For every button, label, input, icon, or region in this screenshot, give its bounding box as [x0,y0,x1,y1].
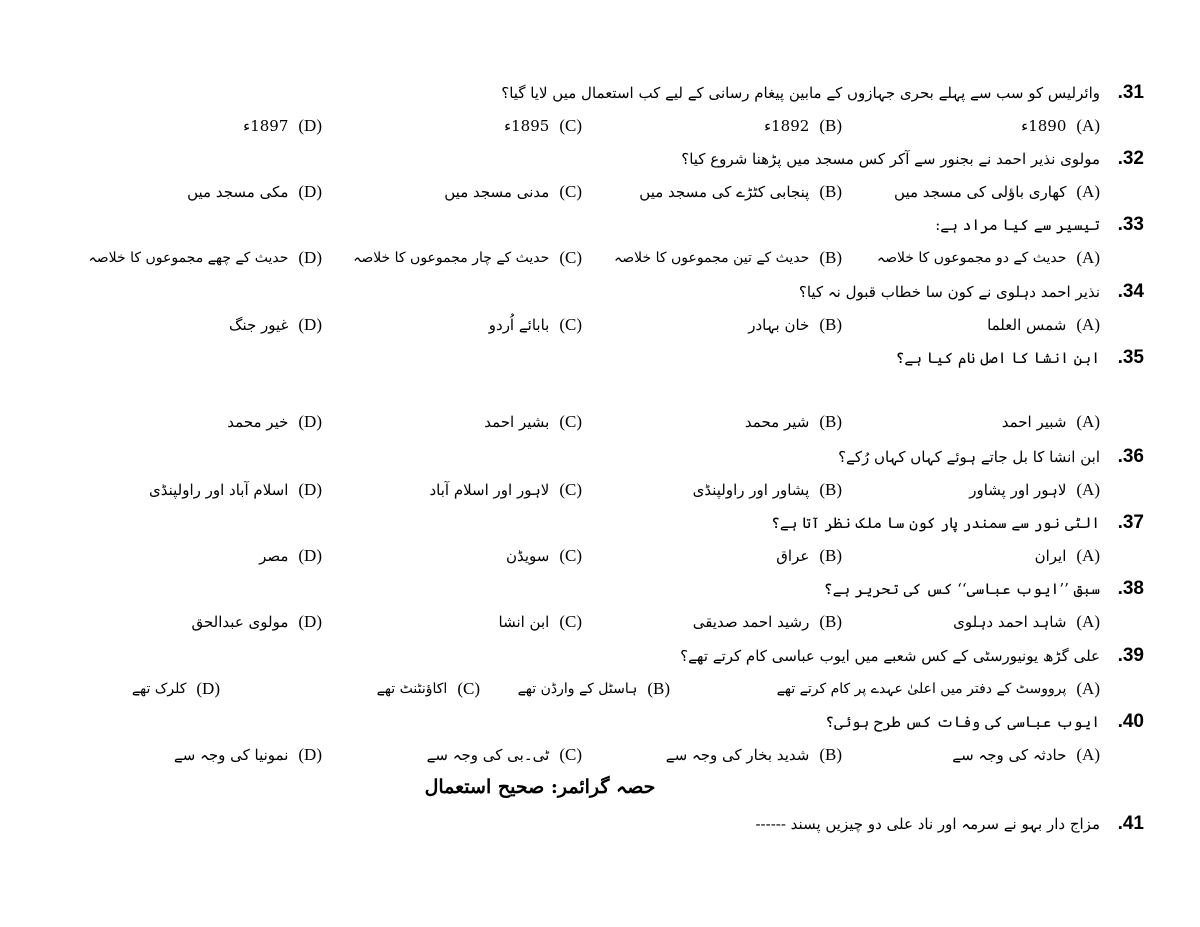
option-a [877,244,1100,272]
option-letter: (C) [559,745,582,764]
option-text: شمس العلما [987,316,1067,334]
option-text: شدید بخار کی وجہ سے [665,746,810,764]
option-d [174,741,322,769]
question-text: ایوب عباسی کی وفات کس طرح ہوئی؟ [825,713,1100,731]
options-32 [60,178,1150,206]
question-number: .35 [1117,347,1144,368]
option-text: ٹی۔بی کی وجہ سے [426,746,550,764]
option-text: 1897ء [243,117,289,135]
option-text: نمونیا کی وجہ سے [173,746,289,764]
question-number: .41 [1117,813,1144,834]
option-a [777,675,1100,703]
option-letter: (D) [196,679,220,698]
option-text: ابن انشا [498,613,550,631]
question-text: علی گڑھ یونیورسٹی کے کس شعبے میں ایوب عباسی کام کرتے تھے؟ [680,647,1100,665]
question-text: نذیر احمد دہلوی نے کون سا خطاب قبول نہ کیا؟ [798,283,1100,301]
option-b [639,178,842,206]
question-38 [60,578,1150,608]
question-35 [60,347,1150,377]
option-text: مکی مسجد میں [187,183,289,201]
option-text: خیر محمد [227,413,289,431]
options-33 [60,244,1150,272]
question-text: وائرلیس کو سب سے پہلے بحری جہازوں کے مابین پیغام رسانی کے لیے کب استعمال میں لایا گیا؟ [501,84,1100,102]
option-letter: (B) [819,612,842,631]
option-text: بابائے اُردو [488,316,550,334]
option-c [444,178,582,206]
question-number: .38 [1117,578,1144,599]
option-text: شیر محمد [744,413,810,431]
option-b [614,244,842,272]
question-39 [60,645,1150,675]
option-text: عراق [776,547,810,565]
option-c [499,608,583,636]
option-text: خان بہادر [748,316,810,334]
options-34 [60,311,1150,339]
question-number: .34 [1117,281,1144,302]
option-text: 1895ء [504,117,550,135]
option-text: کلرک تھے [131,681,187,697]
option-b [764,112,842,140]
option-text: ہاسٹل کے وارڈن تھے [517,681,638,697]
option-text: 1890ء [1021,117,1067,135]
option-letter: (A) [1076,315,1100,334]
question-text: الٹی نور سے سمندر پار کون سا ملک نظر آتا ہے؟ [771,514,1100,532]
option-letter: (D) [298,745,322,764]
option-letter: (A) [1076,612,1100,631]
option-a [894,178,1100,206]
option-letter: (B) [819,412,842,431]
option-letter: (B) [819,315,842,334]
option-text: حدیث کے چار مجموعوں کا خلاصہ [353,250,550,266]
option-b [693,608,842,636]
option-text: حدیث کے چھے مجموعوں کا خلاصہ [88,250,289,266]
option-letter: (C) [559,480,582,499]
options-36 [60,476,1150,504]
options-35 [60,408,1150,436]
option-a [1035,542,1100,570]
option-text: حادثہ کی وجہ سے [952,746,1067,764]
option-letter: (C) [559,248,582,267]
option-b [748,311,842,339]
option-c [484,408,582,436]
option-b [745,408,842,436]
options-37 [60,542,1150,570]
question-number: .32 [1117,148,1144,169]
option-letter: (D) [298,480,322,499]
option-text: شبیر احمد [1001,413,1067,431]
option-d [227,408,322,436]
option-c [377,675,480,703]
option-text: پنجابی کٹڑے کی مسجد میں [639,183,810,201]
question-text: مولوی نذیر احمد نے بجنور سے آکر کس مسجد میں پڑھنا شروع کیا؟ [681,150,1100,168]
option-letter: (A) [1076,745,1100,764]
option-b [776,542,842,570]
question-34 [60,281,1150,311]
option-a [1002,408,1100,436]
option-d [187,178,322,206]
options-31 [60,112,1150,140]
option-letter: (A) [1076,248,1100,267]
question-40 [60,711,1150,741]
option-c [504,112,582,140]
option-letter: (B) [647,679,670,698]
option-text: بشیر احمد [484,413,550,431]
question-36 [60,446,1150,476]
option-letter: (D) [298,546,322,565]
option-text: کھاری باؤلی کی مسجد میں [894,183,1067,201]
option-letter: (D) [298,248,322,267]
option-text: غیور جنگ [229,316,289,334]
options-40 [60,741,1150,769]
options-38 [60,608,1150,636]
options-39 [60,675,1150,703]
option-c [489,311,582,339]
option-letter: (C) [559,182,582,201]
option-letter: (D) [298,612,322,631]
option-letter: (B) [819,116,842,135]
option-letter: (B) [819,480,842,499]
option-a [953,608,1100,636]
option-d [132,675,220,703]
question-text: مزاج دار بہو نے سرمہ اور ناد علی دو چیزیں پسند ------ [755,815,1100,833]
question-32 [60,148,1150,178]
option-text: 1892ء [764,117,810,135]
option-d [259,542,322,570]
question-number: .39 [1117,645,1144,666]
option-letter: (B) [819,745,842,764]
option-letter: (B) [819,182,842,201]
option-letter: (C) [559,315,582,334]
option-c [427,741,582,769]
question-text: ابن انشا کا اصل نام کیا ہے؟ [895,349,1100,367]
option-c [506,542,582,570]
question-text: تیسیر سے کیا مراد ہے: [935,216,1100,234]
option-a [969,476,1100,504]
question-31 [60,82,1150,112]
question-number: .37 [1117,512,1144,533]
option-a [1021,112,1100,140]
option-letter: (A) [1076,182,1100,201]
option-c [353,244,582,272]
option-text: لاہور اور پشاور [969,481,1067,499]
option-letter: (A) [1076,546,1100,565]
option-text: ایران [1034,547,1067,565]
question-text: ابن انشا کا بل جاتے ہوئے کہاں کہاں رُکے؟ [838,448,1100,466]
option-b [518,675,670,703]
option-letter: (C) [559,546,582,565]
question-number: .31 [1117,82,1144,103]
option-letter: (D) [298,412,322,431]
option-letter: (C) [559,412,582,431]
option-text: مصر [259,547,289,565]
option-b [693,476,842,504]
option-a [952,741,1100,769]
question-number: .33 [1117,214,1144,235]
option-text: شاہد احمد دہلوی [953,613,1067,631]
option-text: پشاور اور راولپنڈی [692,481,810,499]
option-letter: (A) [1076,412,1100,431]
question-text: سبق ’’ایوب عباسی‘‘ کس کی تحریر ہے؟ [823,580,1100,598]
option-text: رشید احمد صدیقی [692,613,810,631]
option-text: اسلام آباد اور راولپنڈی [148,481,289,499]
option-text: سویڈن [505,547,550,565]
option-letter: (B) [819,546,842,565]
question-33 [60,214,1150,244]
question-number: .40 [1117,711,1144,732]
option-letter: (D) [298,116,322,135]
option-letter: (D) [298,315,322,334]
question-37 [60,512,1150,542]
question-number: .36 [1117,446,1144,467]
option-text: حدیث کے دو مجموعوں کا خلاصہ [876,250,1067,266]
option-letter: (C) [457,679,480,698]
option-text: حدیث کے تین مجموعوں کا خلاصہ [614,250,810,266]
question-41 [60,813,1150,843]
option-d [191,608,322,636]
option-letter: (C) [559,612,582,631]
section-heading: حصہ گرائمر: صحیح استعمال [424,776,656,798]
option-a [987,311,1100,339]
option-letter: (D) [298,182,322,201]
option-text: مولوی عبدالحق [191,613,289,631]
option-letter: (A) [1076,679,1100,698]
option-b [666,741,842,769]
option-letter: (C) [559,116,582,135]
option-text: اکاؤنٹنٹ تھے [376,681,448,697]
option-c [429,476,582,504]
option-text: پرووسٹ کے دفتر میں اعلیٰ عہدے پر کام کرتے تھے [776,681,1067,697]
option-d [149,476,322,504]
option-d [229,311,322,339]
option-d [89,244,322,272]
option-d [243,112,322,140]
option-letter: (A) [1076,116,1100,135]
option-text: مدنی مسجد میں [444,183,550,201]
option-letter: (A) [1076,480,1100,499]
option-text: لاہور اور اسلام آباد [429,481,550,499]
option-letter: (B) [819,248,842,267]
